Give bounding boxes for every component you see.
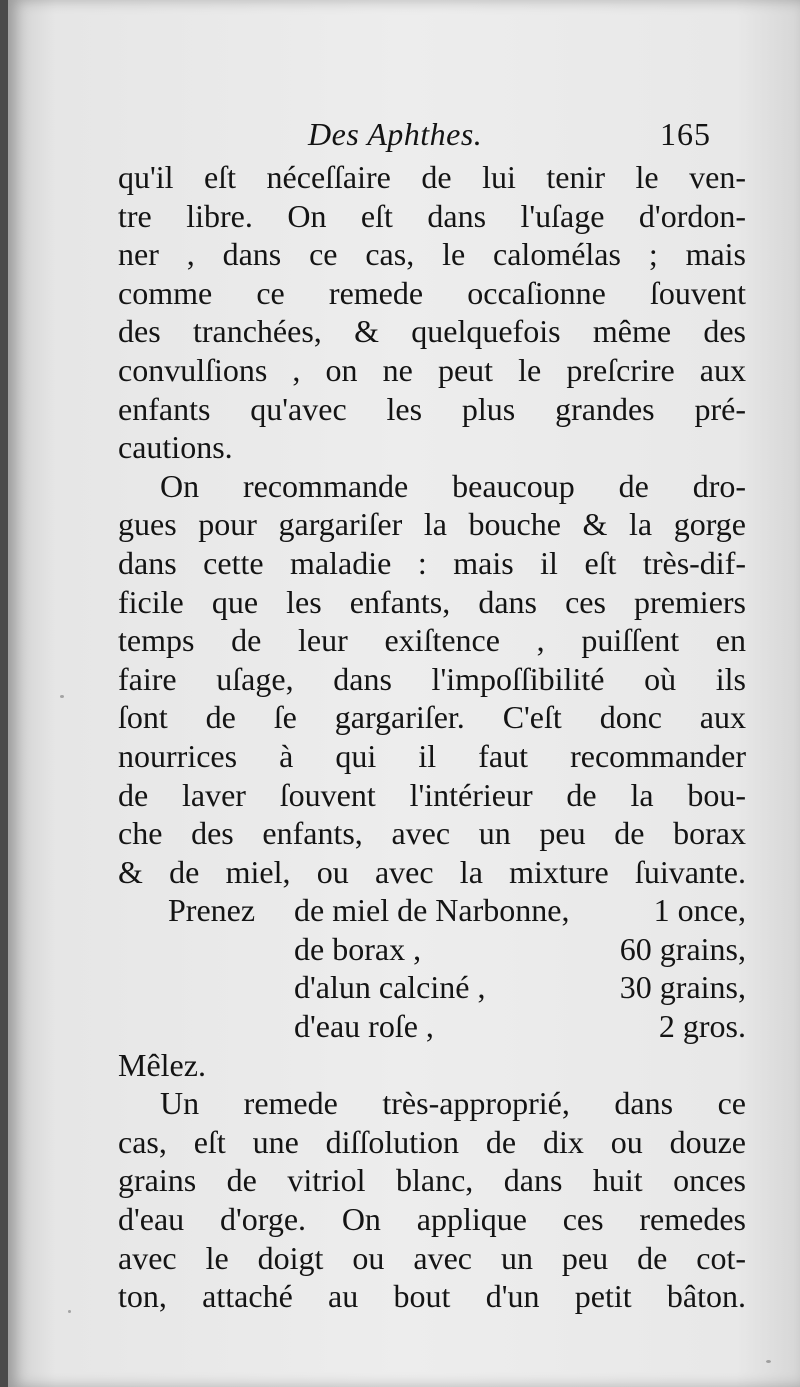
text-line: des tranchées, & quelquefois même des xyxy=(118,313,746,350)
text-line: temps de leur exiſtence , puiſſent en xyxy=(118,622,746,659)
text-line: avec le doigt ou avec un peu de cot- xyxy=(118,1239,746,1276)
page-body xyxy=(118,158,746,1316)
paragraph-2 xyxy=(118,467,746,892)
recipe-ingredient: de miel de Narbonne, xyxy=(294,892,570,929)
recipe-line xyxy=(118,1007,746,1046)
text-line: gues pour gargariſer la bouche & la gorge xyxy=(118,506,746,543)
text-line: tre libre. On eſt dans l'uſage d'ordon- xyxy=(118,197,746,234)
recipe-quantity: 2 gros. xyxy=(658,1008,746,1045)
text-line: cas, eſt une diſſolution de dix ou douze xyxy=(118,1123,746,1160)
text-line: On recommande beaucoup de dro- xyxy=(160,467,746,504)
recipe-quantity: 1 once, xyxy=(653,892,746,929)
recipe-ingredient: d'alun calciné , xyxy=(294,969,486,1006)
page-header xyxy=(8,112,800,162)
book-page xyxy=(8,0,800,1387)
text-line: che des enfants, avec un peu de borax xyxy=(118,815,746,852)
recipe-line xyxy=(118,968,746,1007)
text-line: faire uſage, dans l'impoſſibilité où ils xyxy=(118,660,746,697)
recipe-line xyxy=(118,930,746,969)
text-line: grains de vitriol blanc, dans huit onces xyxy=(118,1162,746,1199)
text-line: ner , dans ce cas, le calomélas ; mais xyxy=(118,236,746,273)
page-number: 165 xyxy=(660,116,711,152)
recipe-block xyxy=(118,891,746,1084)
running-title: Des Aphthes. xyxy=(308,116,483,152)
recipe-quantity: 60 grains, xyxy=(619,930,746,967)
recipe-closing: Mêlez. xyxy=(118,1046,206,1083)
text-line: nourrices à qui il faut recommander xyxy=(118,737,746,774)
text-line: qu'il eſt néceſſaire de lui tenir le ven- xyxy=(118,159,746,195)
text-line: convulſions , on ne peut le preſcrire aux xyxy=(118,351,746,388)
paragraph-1 xyxy=(118,158,746,467)
recipe-ingredient: de borax , xyxy=(294,930,422,967)
text-line: cautions. xyxy=(118,429,233,466)
recipe-label: Prenez xyxy=(168,892,256,929)
print-speck xyxy=(68,1310,71,1313)
recipe-quantity: 30 grains, xyxy=(619,969,746,1006)
print-speck xyxy=(766,1360,771,1363)
text-line: & de miel, ou avec la mixture ſuivante. xyxy=(118,853,746,890)
text-line: dans cette maladie : mais il eſt très-dif- xyxy=(118,544,746,581)
text-line: ficile que les enfants, dans ces premiers xyxy=(118,583,746,620)
text-line: comme ce remede occaſionne ſouvent xyxy=(118,274,746,311)
print-speck xyxy=(60,695,64,698)
text-line: d'eau d'orge. On applique ces remedes xyxy=(118,1201,746,1238)
text-line: Un remede très-approprié, dans ce xyxy=(160,1085,746,1122)
text-line: de laver ſouvent l'intérieur de la bou- xyxy=(118,776,746,813)
text-line: ton, attaché au bout d'un petit bâton. xyxy=(118,1278,746,1315)
text-line: enfants qu'avec les plus grandes pré- xyxy=(118,390,746,427)
recipe-ingredient: d'eau roſe , xyxy=(294,1008,434,1045)
recipe-line xyxy=(118,891,746,930)
paragraph-3 xyxy=(118,1084,746,1316)
text-line: ſont de ſe gargariſer. C'eſt donc aux xyxy=(118,699,746,736)
